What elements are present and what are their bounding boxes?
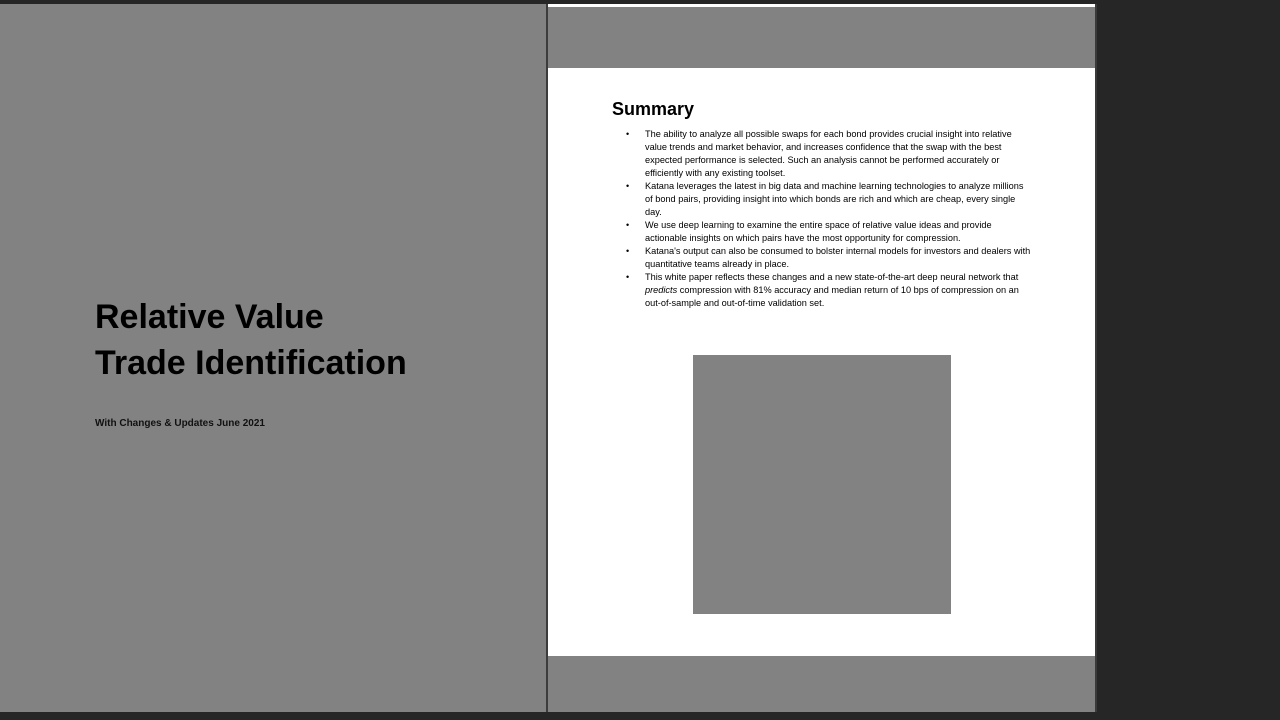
summary-item-text-after: compression with 81% accuracy and median return of 10 bps of compression on an out-of-sample and out-of-time validation set. [645, 285, 1019, 308]
cover-subtitle: With Changes & Updates June 2021 [95, 418, 265, 429]
summary-item [612, 219, 1032, 245]
summary-item-text: Katana leverages the latest in big data and machine learning technologies to analyze millions of bond pairs, providing insight into which bonds are rich and which are cheap, every single day. [645, 181, 1024, 217]
cover-page [0, 4, 546, 712]
bullet-icon: • [626, 129, 630, 139]
summary-item [612, 128, 1032, 180]
cover-title-line-2: Trade Identification [95, 344, 407, 382]
bullet-icon: • [626, 181, 630, 191]
cover-title-line-1: Relative Value [95, 298, 324, 336]
summary-item [612, 271, 1032, 310]
summary-item-text: Katana's output can also be consumed to bolster internal models for investors and dealers with quantitative teams already in place. [645, 246, 1031, 269]
image-placeholder [693, 355, 951, 614]
summary-heading: Summary [612, 99, 695, 119]
summary-item [612, 180, 1032, 219]
summary-page [548, 4, 1095, 712]
bullet-icon: • [626, 220, 630, 230]
summary-item [612, 245, 1032, 271]
bullet-icon: • [626, 246, 630, 256]
summary-list [612, 128, 1032, 310]
page-right-edge [1095, 4, 1097, 712]
cover-title [95, 294, 407, 386]
summary-item-text-before: This white paper reflects these changes and a new state-of-the-art deep neural network that [645, 272, 1019, 282]
page-top-edge [548, 4, 1095, 7]
summary-item-text [645, 272, 1019, 308]
summary-item-emphasis: predicts [645, 285, 678, 295]
summary-item-text: The ability to analyze all possible swaps for each bond provides crucial insight into relative value trends and market behavior, and increases confidence that the swap with the best expected performance is selected. Such an analysis cannot be performed accurately or efficiently with any existing toolset. [645, 129, 1012, 178]
summary-sheet [548, 68, 1095, 656]
bullet-icon: • [626, 272, 630, 282]
summary-item-text: We use deep learning to examine the entire space of relative value ideas and provide actionable insights on which pairs have the most opportunity for compression. [645, 220, 992, 243]
